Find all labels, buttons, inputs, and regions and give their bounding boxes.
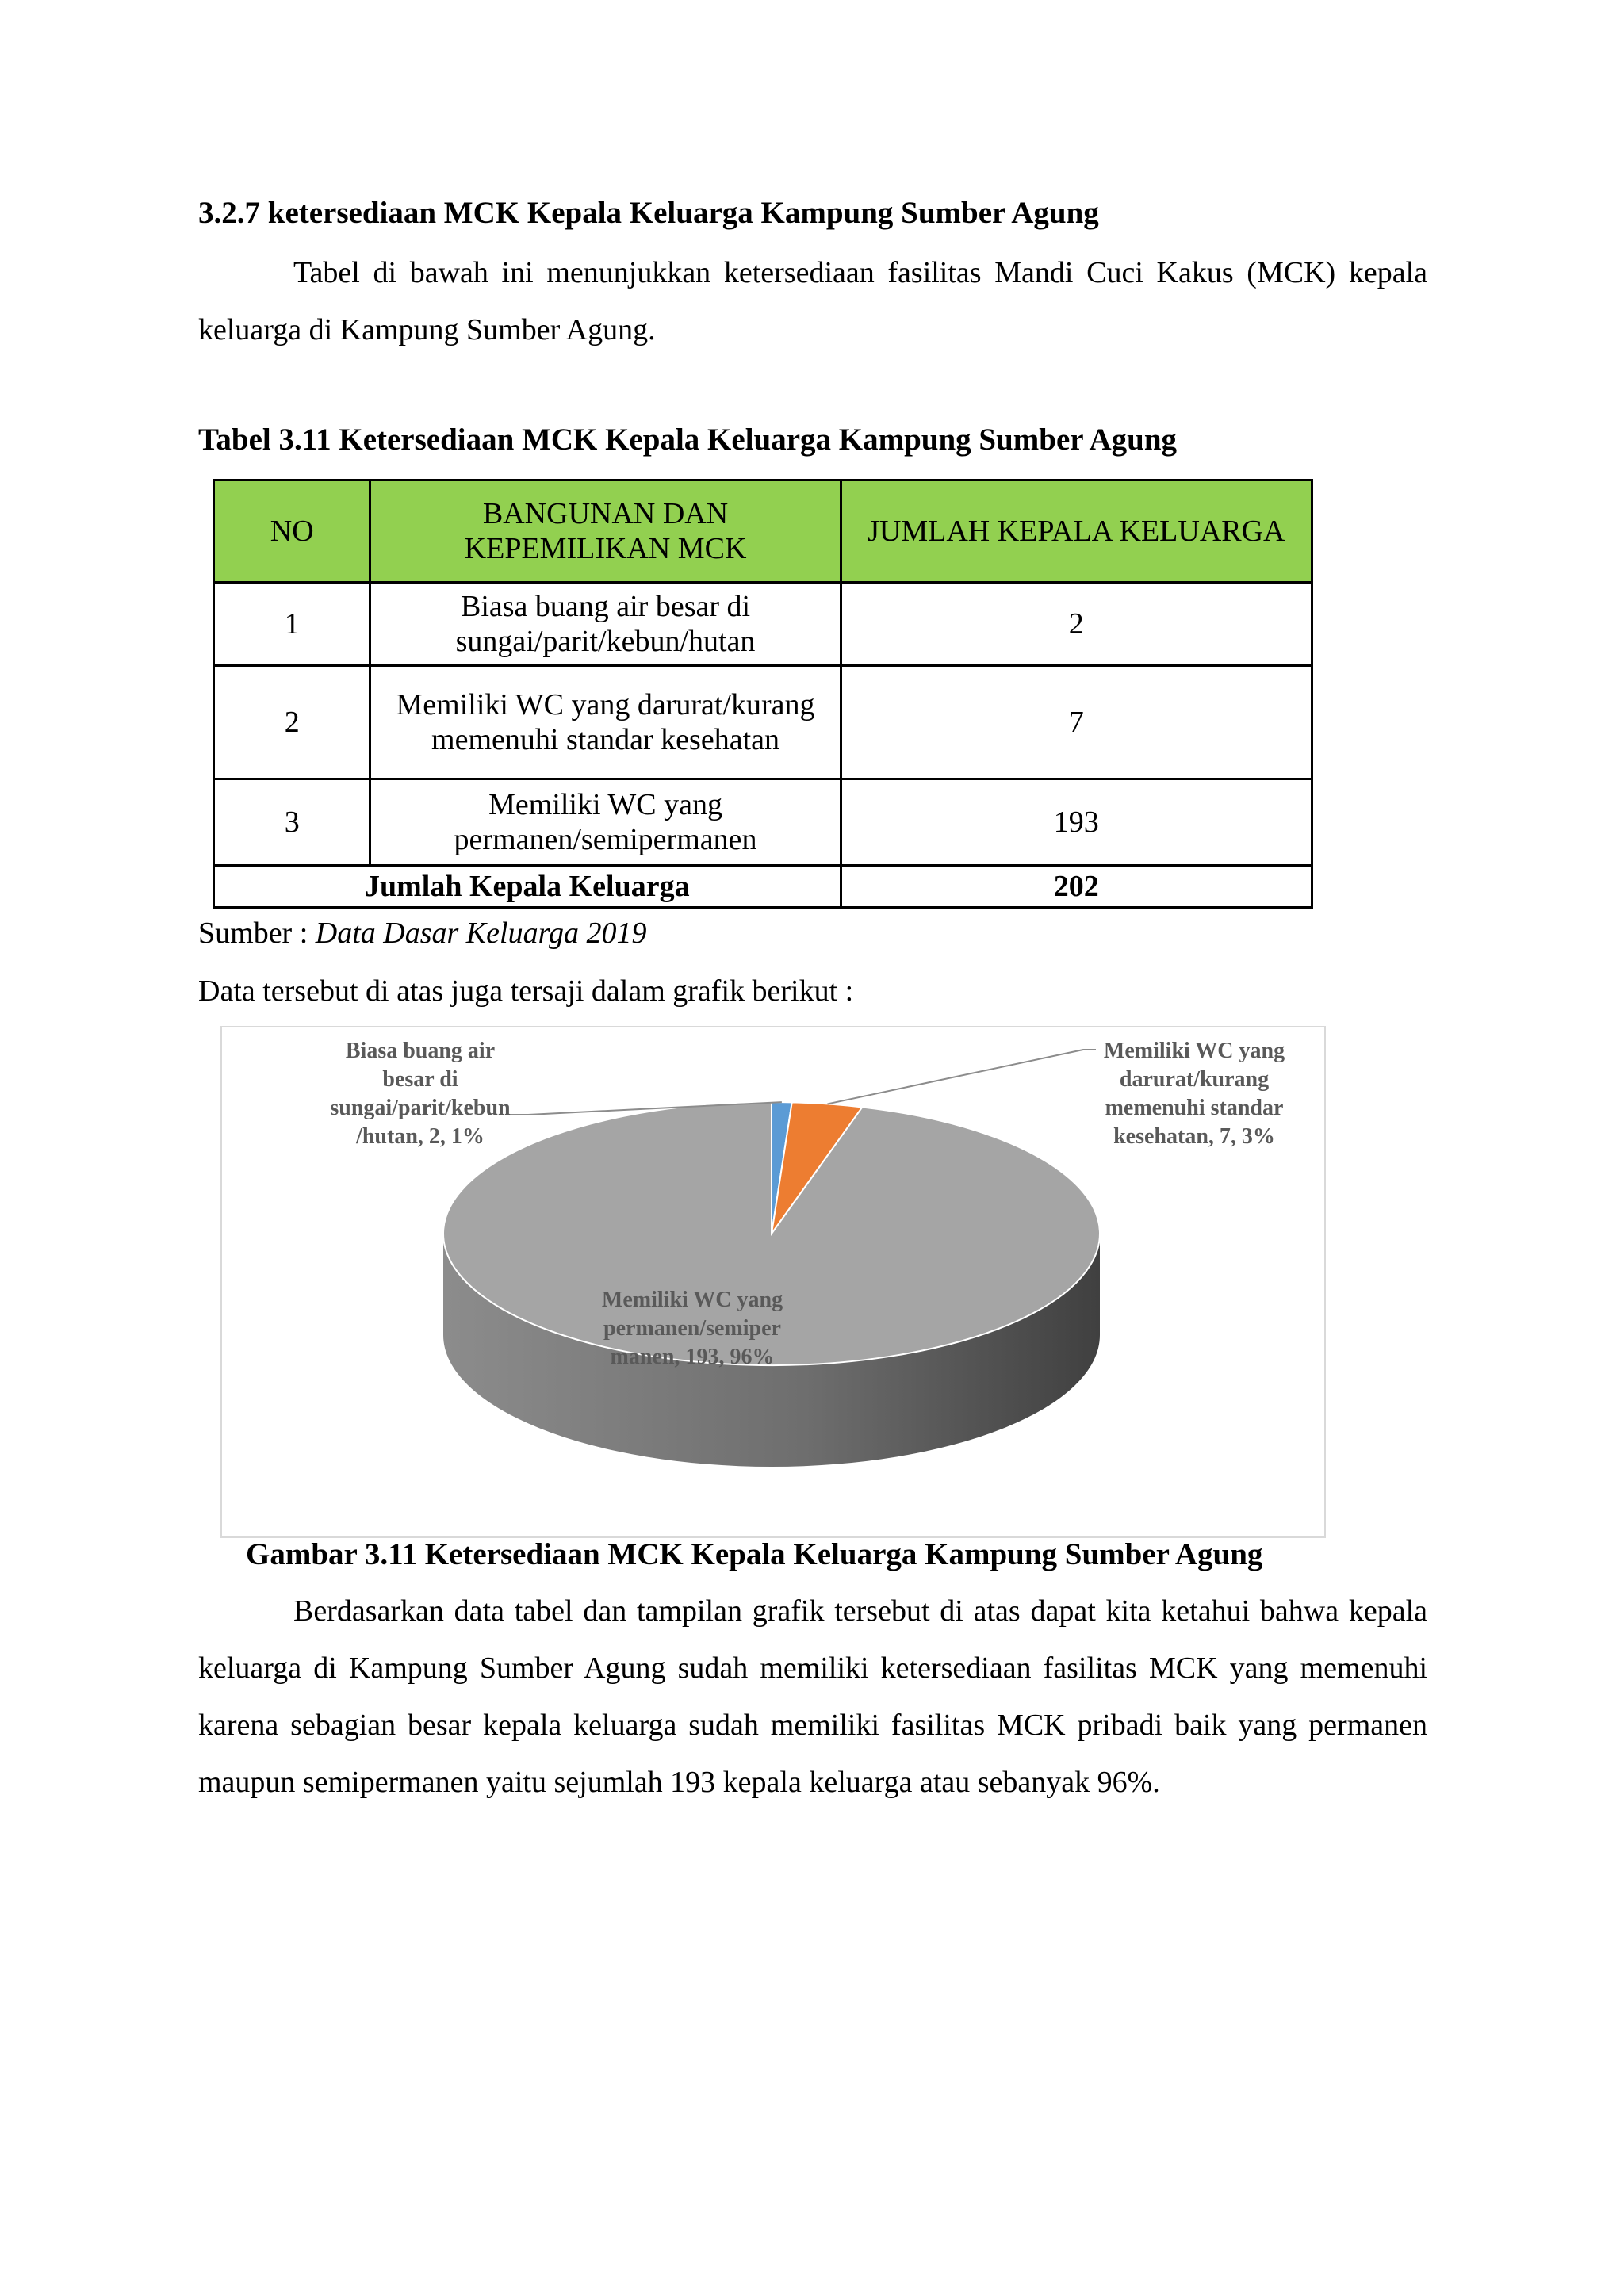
mck-table [213, 479, 1313, 909]
pie-chart [220, 1026, 1326, 1538]
table-row [214, 583, 1312, 666]
table-source [198, 916, 646, 951]
intro-paragraph: Tabel di bawah ini menunjukkan ketersediaan fasilitas Mandi Cuci Kakus (MCK) kepala keluarga di Kampung Sumber Agung. [198, 256, 1427, 346]
leader-line-2 [827, 1050, 1096, 1104]
table-total-row [214, 866, 1312, 908]
table-caption: Tabel 3.11 Ketersediaan MCK Kepala Keluarga Kampung Sumber Agung [198, 423, 1178, 457]
label-wc-permanen: Memiliki WC yang permanen/semiper manen, 193, 96% [601, 1288, 783, 1369]
section-heading: 3.2.7 ketersediaan MCK Kepala Keluarga Kampung Sumber Agung [198, 196, 1099, 230]
header-jumlah: JUMLAH KEPALA KELUARGA [841, 480, 1312, 583]
cell-no: 3 [214, 779, 370, 866]
cell-no: 2 [214, 666, 370, 779]
table-header-row [214, 480, 1312, 583]
source-text: Data Dasar Keluarga 2019 [315, 916, 647, 950]
header-bangunan: BANGUNAN DAN KEPEMILIKAN MCK [370, 480, 841, 583]
label-buang-air: Biasa buang air besar di sungai/parit/kebun /hutan, 2, 1% [330, 1039, 511, 1149]
cell-bangunan: Biasa buang air besar di sungai/parit/kebun/hutan [370, 583, 841, 666]
conclusion-paragraph: Berdasarkan data tabel dan tampilan grafik tersebut di atas dapat kita ketahui bahwa kepala keluarga di Kampung Sumber Agung sudah memiliki ketersediaan fasilitas MCK yang memenuhi karena sebagian besar kepala keluarga sudah memiliki fasilitas MCK pribadi baik yang permanen maupun semipermanen yaitu sejumlah 193 kepala keluarga atau sebanyak 96%. [198, 1594, 1427, 1799]
cell-bangunan: Memiliki WC yang darurat/kurang memenuhi standar kesehatan [370, 666, 841, 779]
total-label: Jumlah Kepala Keluarga [214, 866, 841, 908]
label-wc-darurat: Memiliki WC yang darurat/kurang memenuhi standar kesehatan, 7, 3% [1103, 1039, 1285, 1149]
cell-jumlah: 2 [841, 583, 1312, 666]
figure-caption: Gambar 3.11 Ketersediaan MCK Kepala Keluarga Kampung Sumber Agung [246, 1537, 1263, 1571]
header-no: NO [214, 480, 370, 583]
cell-jumlah: 193 [841, 779, 1312, 866]
cell-bangunan: Memiliki WC yang permanen/semipermanen [370, 779, 841, 866]
table-row [214, 666, 1312, 779]
source-prefix: Sumber : [198, 916, 316, 950]
total-value: 202 [841, 866, 1312, 908]
cell-no: 1 [214, 583, 370, 666]
table-row [214, 779, 1312, 866]
chart-intro: Data tersebut di atas juga tersaji dalam grafik berikut : [198, 974, 854, 1008]
cell-jumlah: 7 [841, 666, 1312, 779]
